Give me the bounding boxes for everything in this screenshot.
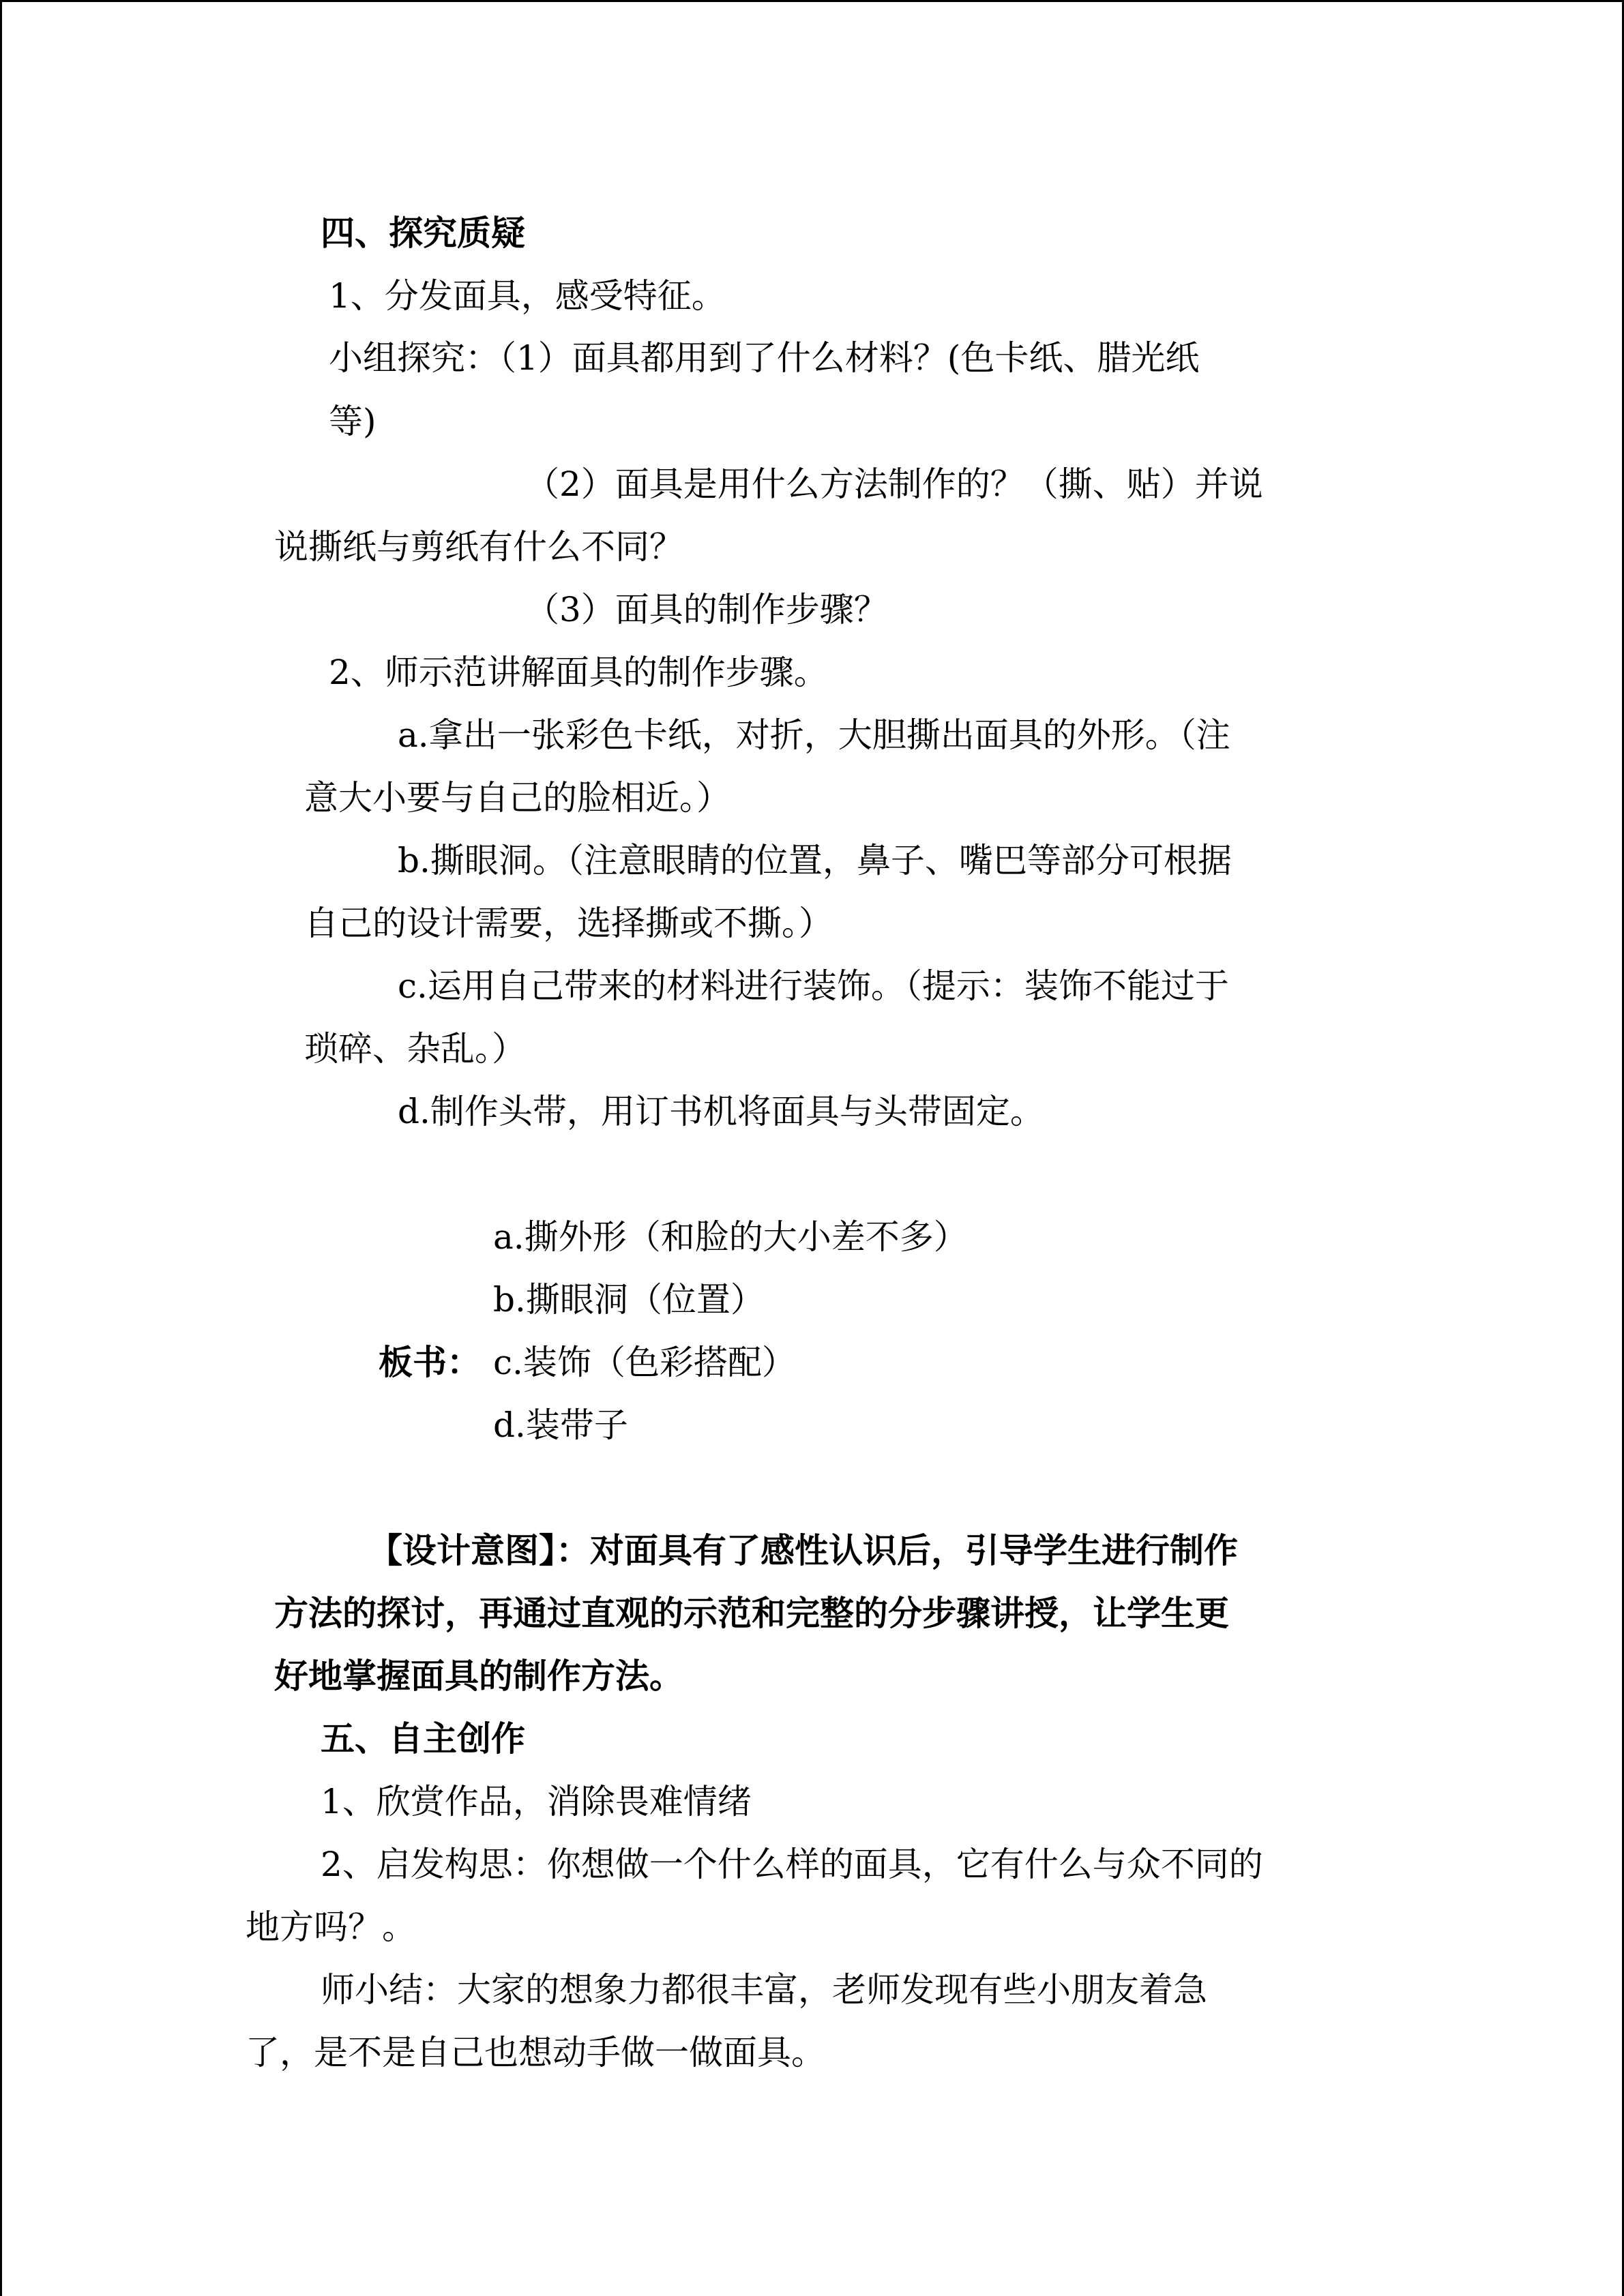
step-a-line1: a.拿出一张彩色卡纸，对折，大胆撕出面具的外形。（注 [398,715,1230,755]
design-intent-line1: 【设计意图】：对面具有了感性认识后，引导学生进行制作 [368,1530,1238,1570]
board-item-d: d.装带子 [493,1405,628,1445]
step-c-line2: 琐碎、杂乱。） [304,1029,526,1069]
question3: （3）面具的制作步骤？ [525,590,888,629]
step-d: d.制作头带，用订书机将面具与头带固定。 [398,1092,1044,1131]
step-b-line2: 自己的设计需要，选择撕或不撕。） [304,904,833,943]
section5-item1: 1、欣赏作品，消除畏难情绪 [321,1782,752,1821]
design-intent-line2: 方法的探讨，再通过直观的示范和完整的分步骤讲授，让学生更 [274,1593,1229,1633]
section5-heading: 五、自主创作 [321,1718,525,1759]
section4-item1: 1、分发面具，感受特征。 [329,276,726,316]
board-item-a: a.撕外形（和脸的大小差不多） [493,1217,968,1257]
question2-line2: 说撕纸与剪纸有什么不同？ [274,527,683,567]
section5-item2-line2: 地方吗？。 [246,1907,416,1947]
teacher-summary-line1: 师小结：大家的想象力都很丰富，老师发现有些小朋友着急 [321,1970,1207,2010]
section4-heading: 四、探究质疑 [321,213,525,253]
group-explore-line1: 小组探究：（1）面具都用到了什么材料？(色卡纸、腊光纸 [329,338,1200,378]
group-explore-line2: 等) [329,402,377,441]
section5-item2-line1: 2、启发构思：你想做一个什么样的面具，它有什么与众不同的 [321,1845,1263,1884]
design-intent-line3: 好地掌握面具的制作方法。 [274,1656,683,1696]
board-item-c: c.装饰（色彩搭配） [493,1343,796,1382]
step-b-line1: b.撕眼洞。（注意眼睛的位置，鼻子、嘴巴等部分可根据 [398,841,1232,880]
board-label: 板书： [379,1342,481,1382]
board-item-b: b.撕眼洞（位置） [493,1280,765,1320]
teacher-summary-line2: 了，是不是自己也想动手做一做面具。 [246,2033,825,2072]
step-c-line1: c.运用自己带来的材料进行装饰。（提示：装饰不能过于 [398,966,1229,1006]
section4-item2: 2、师示范讲解面具的制作步骤。 [329,653,828,692]
question2-line1: （2）面具是用什么方法制作的？（撕、贴）并说 [525,464,1263,504]
step-a-line2: 意大小要与自己的脸相近。） [304,778,730,818]
